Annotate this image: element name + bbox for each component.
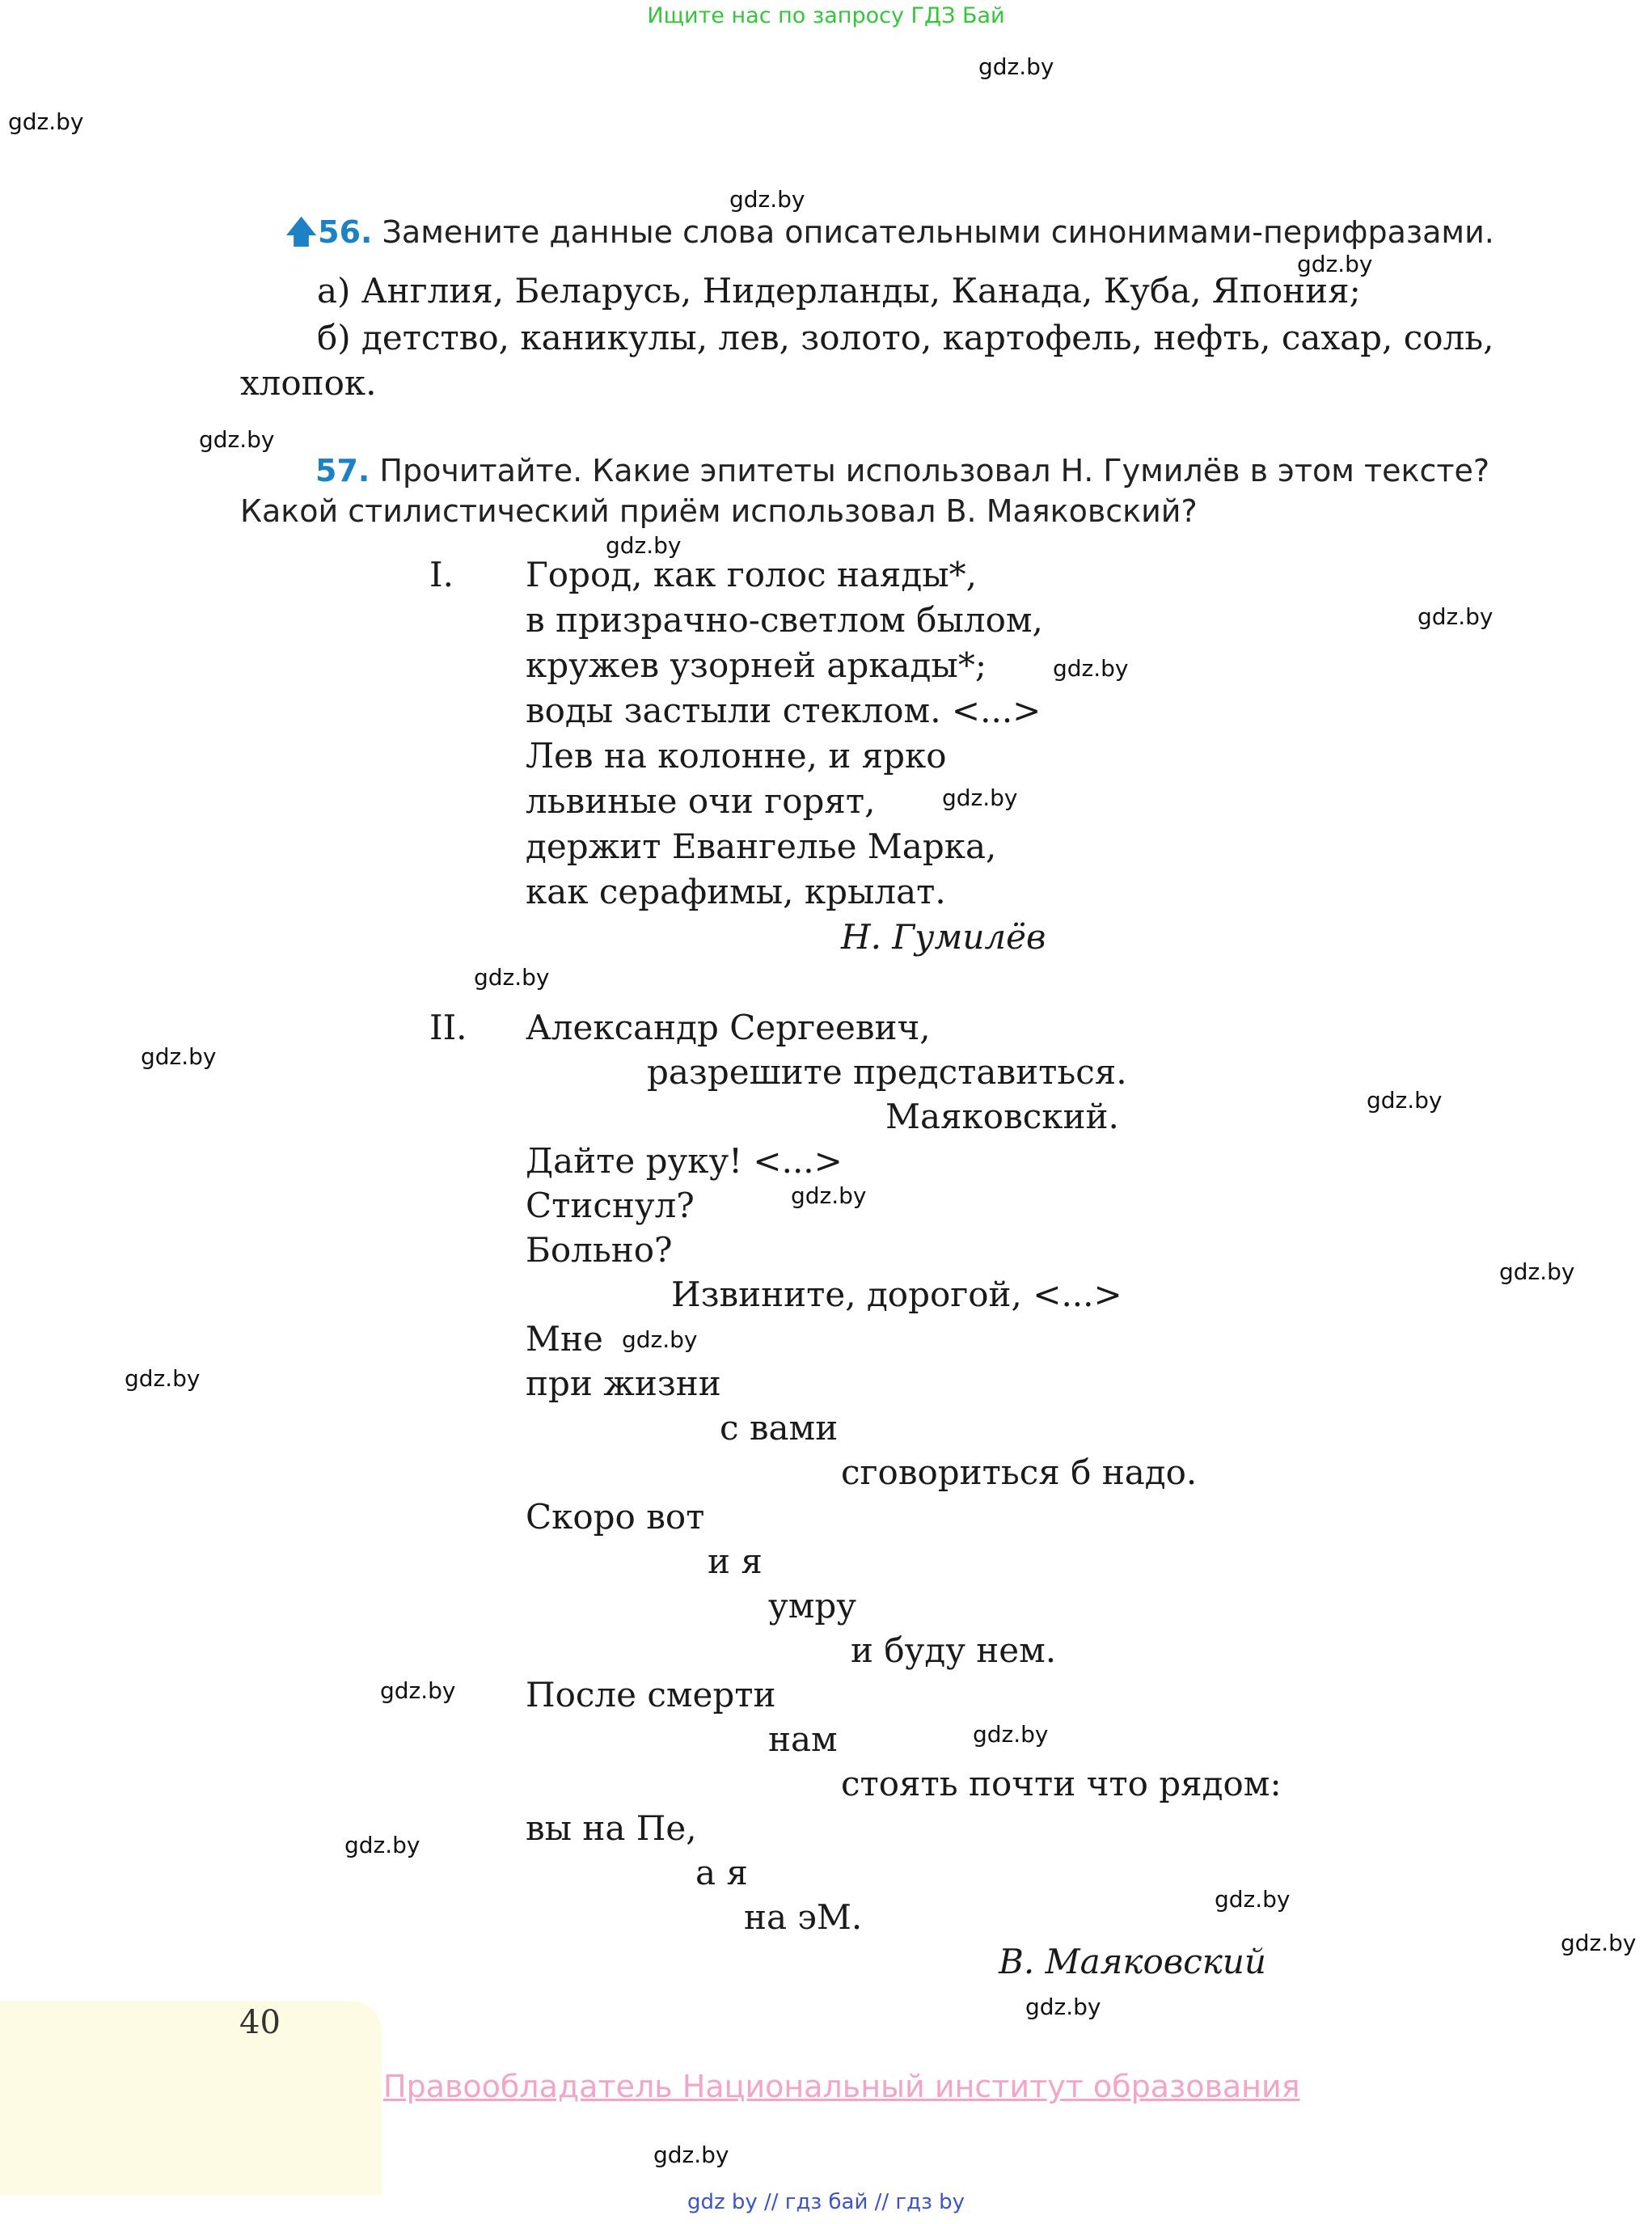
poem-numeral: II. [429, 1008, 467, 1047]
poem-line: Мне [526, 1319, 603, 1359]
poem-line: в призрачно-светлом былом, [526, 600, 1043, 640]
watermark: gdz.by [1215, 1886, 1291, 1913]
poem-line: разрешите представиться. [647, 1052, 1127, 1092]
task-56-line-b-cont: хлопок. [240, 363, 377, 403]
poem-line: умру [768, 1586, 856, 1626]
task-text: Замените данные слова описательными синонимами-перифразами. [382, 214, 1494, 250]
poem-line: Лев на колонне, и ярко [526, 736, 947, 776]
poem-numeral: I. [429, 555, 454, 594]
watermark: gdz.by [942, 784, 1018, 811]
poem-author: Н. Гумилёв [841, 917, 1046, 957]
watermark: gdz.by [622, 1326, 698, 1353]
watermark: gdz.by [1499, 1258, 1575, 1285]
rights-holder-link[interactable]: Правообладатель Национальный институт образования [383, 2069, 1300, 2104]
poem-line: вы на Пе, [526, 1808, 697, 1848]
task-57-heading [315, 453, 1489, 488]
poem-line: Извините, дорогой, <...> [671, 1275, 1122, 1314]
poem-line: и я [708, 1541, 763, 1581]
poem-author: В. Маяковский [999, 1942, 1266, 1981]
poem-line: как серафимы, крылат. [526, 872, 946, 911]
poem-line: Больно? [526, 1230, 673, 1270]
poem-line: стоять почти что рядом: [841, 1764, 1282, 1803]
task-56-line-a: а) Англия, Беларусь, Нидерланды, Канада, Куба, Япония; [317, 271, 1361, 311]
watermark: gdz.by [606, 532, 682, 559]
poem-line: Город, как голос наяды*, [526, 555, 978, 594]
poem-line: с вами [720, 1408, 839, 1448]
task-56-heading [285, 209, 1494, 264]
poem-line: Александр Сергеевич, [526, 1008, 931, 1047]
watermark: gdz.by [1418, 603, 1494, 630]
poem-line: львиные очи горят, [526, 781, 876, 821]
watermark: gdz.by [1561, 1930, 1637, 1956]
poem-line: Дайте руку! <...> [526, 1141, 843, 1181]
footer-links[interactable]: gdz by // гдз бай // гдз by [687, 2190, 965, 2214]
poem-line: на эМ. [744, 1897, 863, 1937]
poem-line: и буду нем. [851, 1630, 1057, 1670]
poem-line: нам [768, 1719, 838, 1759]
poem-line: при жизни [526, 1364, 721, 1403]
watermark: gdz.by [141, 1043, 217, 1070]
task-56-line-b: б) детство, каникулы, лев, золото, картофель, нефть, сахар, соль, [317, 318, 1494, 357]
poem-line: Маяковский. [885, 1097, 1119, 1136]
poem-line: Скоро вот [526, 1497, 705, 1537]
watermark: gdz.by [791, 1182, 867, 1209]
task-number: 56. [318, 214, 373, 250]
watermark: gdz.by [978, 53, 1054, 80]
watermark: gdz.by [344, 1832, 420, 1858]
watermark: gdz.by [729, 186, 805, 213]
poem-line: После смерти [526, 1675, 776, 1715]
watermark: gdz.by [199, 426, 275, 453]
watermark: gdz.by [474, 964, 550, 991]
poem-line: сговориться б надо. [841, 1452, 1198, 1492]
watermark: gdz.by [125, 1365, 201, 1392]
poem-line: воды застыли стеклом. <...> [526, 691, 1041, 730]
watermark: gdz.by [380, 1677, 456, 1704]
up-arrow-icon: 🡅 [285, 214, 319, 251]
watermark: gdz.by [653, 2142, 729, 2168]
poem-line: а я [695, 1853, 748, 1892]
task-text: Прочитайте. Какие эпитеты использовал Н. Гумилёв в этом тексте? [379, 453, 1490, 488]
poem-line: держит Евангелье Марка, [526, 827, 997, 866]
top-banner[interactable]: Ищите нас по запросу ГДЗ Бай [647, 3, 1005, 28]
poem-line: Стиснул? [526, 1186, 695, 1225]
watermark: gdz.by [1025, 1994, 1101, 2020]
poem-line: кружев узорней аркады*; [526, 645, 987, 685]
watermark: gdz.by [1367, 1087, 1443, 1114]
page-number: 40 [239, 2004, 281, 2041]
task-number: 57. [315, 453, 370, 488]
watermark: gdz.by [8, 108, 84, 135]
watermark: gdz.by [1297, 251, 1373, 277]
watermark: gdz.by [1053, 655, 1129, 682]
task-57-text-line2: Какой стилистический приём использовал В. Маяковский? [240, 493, 1198, 529]
page-number-box [0, 2001, 382, 2195]
watermark: gdz.by [973, 1721, 1049, 1748]
